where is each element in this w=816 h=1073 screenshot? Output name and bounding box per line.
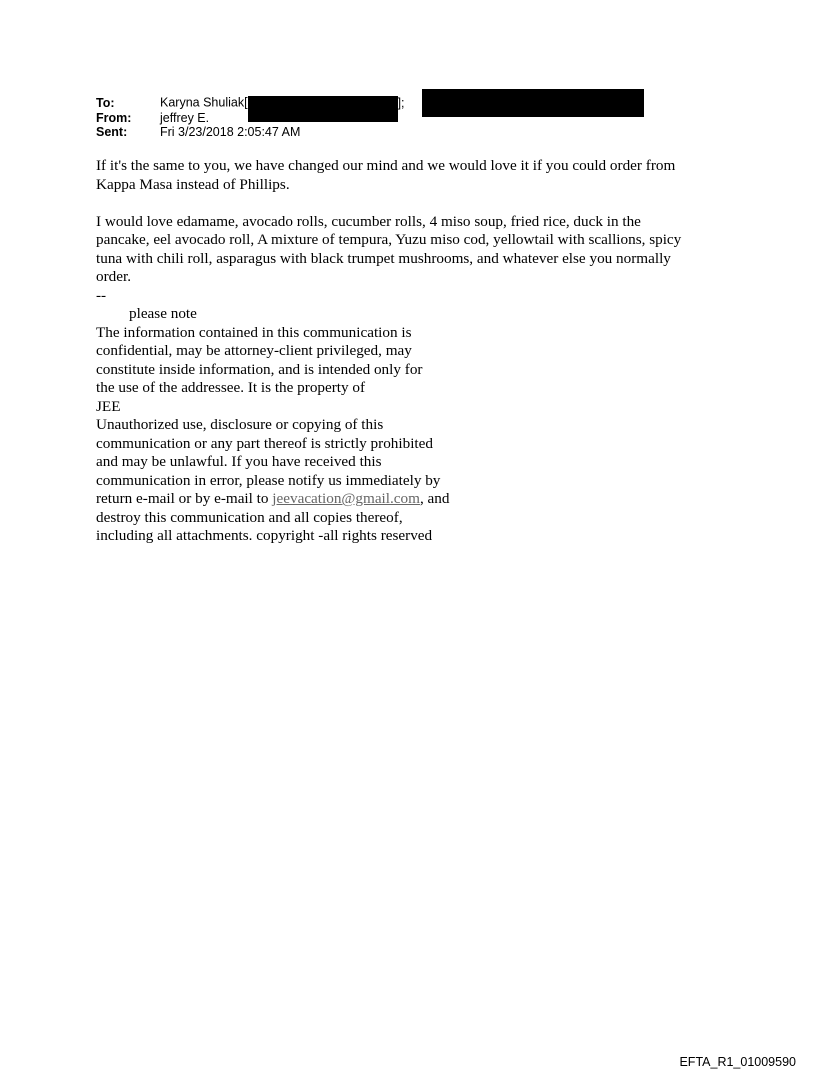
disclaimer-line: including all attachments. copyright -all rights reserved xyxy=(96,527,433,544)
signature-note: please note xyxy=(129,305,197,322)
to-separator: ]; xyxy=(397,95,405,110)
disclaimer-line: Unauthorized use, disclosure or copying of this xyxy=(96,416,384,433)
disclaimer-line: communication in error, please notify us immediately by xyxy=(96,471,441,489)
document-id: EFTA_R1_01009590 xyxy=(679,1055,796,1069)
signature-dash: -- xyxy=(96,286,107,304)
disclaimer-line: JEE xyxy=(96,397,121,415)
disclaimer-line: communication or any part thereof is strictly prohibited xyxy=(96,434,433,452)
body-line: I would love edamame, avocado rolls, cucumber rolls, 4 miso soup, fried rice, duck in the xyxy=(96,212,641,230)
disclaimer xyxy=(96,324,726,546)
disclaimer-text: , and xyxy=(419,490,450,507)
to-row xyxy=(96,96,405,111)
disclaimer-text: return e-mail or by e-mail to xyxy=(96,490,273,507)
paragraph-2 xyxy=(96,213,726,287)
disclaimer-line: confidential, may be attorney-client privileged, may xyxy=(96,342,412,359)
sent-label: Sent: xyxy=(96,125,128,139)
disclaimer-line: The information contained in this communication is xyxy=(96,323,412,341)
to-value xyxy=(160,84,405,122)
body-line: order. xyxy=(96,268,132,285)
sent-row xyxy=(96,125,405,140)
redaction-box xyxy=(422,89,644,117)
email-link[interactable]: jeevacation@gmail.com xyxy=(272,490,420,507)
disclaimer-line: the use of the addressee. It is the property of xyxy=(96,379,366,396)
to-label: To: xyxy=(96,96,115,110)
from-value: jeffrey E. xyxy=(160,110,210,125)
body-line: If it's the same to you, we have changed our mind and we would love it if you could order from xyxy=(96,157,676,174)
sent-value: Fri 3/23/2018 2:05:47 AM xyxy=(160,125,301,139)
email-header xyxy=(96,96,405,140)
body-line: Kappa Masa instead of Phillips. xyxy=(96,175,290,193)
disclaimer-line xyxy=(96,490,726,509)
disclaimer-line: and may be unlawful. If you have received this xyxy=(96,453,382,470)
body-line: pancake, eel avocado roll, A mixture of tempura, Yuzu miso cod, yellowtail with scallions, spicy xyxy=(96,231,682,248)
signature xyxy=(96,287,726,324)
to-recipient: Karyna Shuliak[ xyxy=(160,95,248,110)
paragraph-1 xyxy=(96,157,726,194)
body-line: tuna with chili roll, asparagus with black trumpet mushrooms, and whatever else you normally xyxy=(96,249,671,267)
disclaimer-line: destroy this communication and all copies thereof, xyxy=(96,508,403,526)
disclaimer-line: constitute inside information, and is intended only for xyxy=(96,360,423,378)
redaction-box xyxy=(248,96,398,122)
from-label: From: xyxy=(96,110,132,125)
email-body xyxy=(96,157,726,546)
